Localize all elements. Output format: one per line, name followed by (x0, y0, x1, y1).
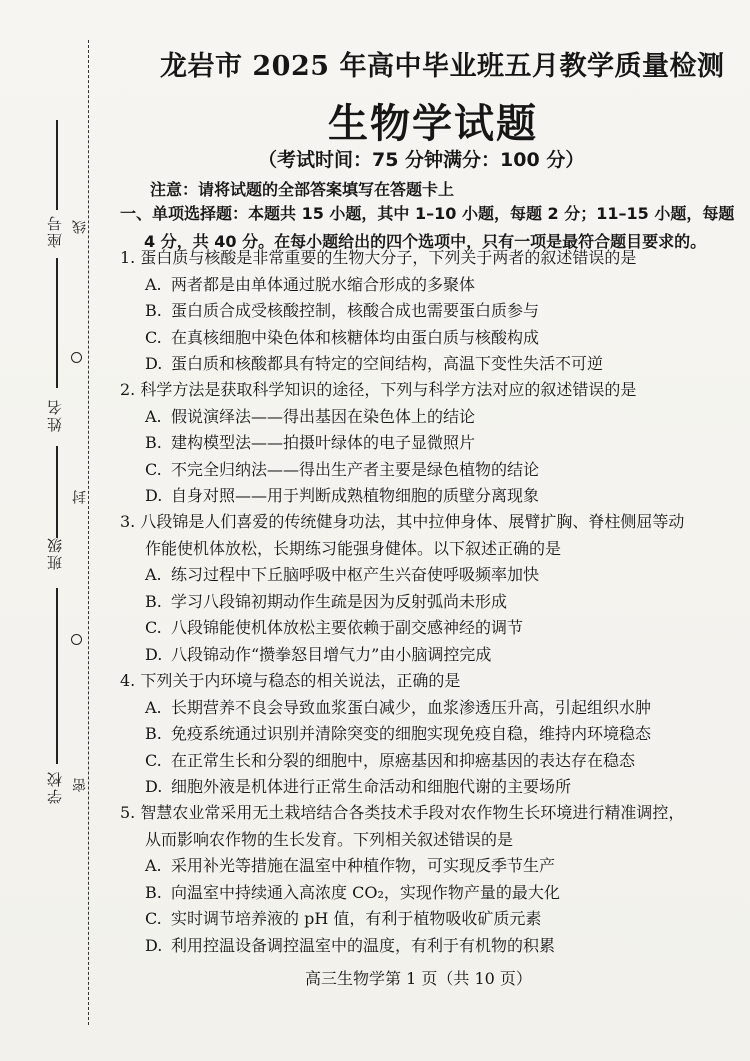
option-c: C. 在真核细胞中染色体和核糖体均由蛋白质与核酸构成 (145, 327, 540, 347)
question-stem-cont: 作能使机体放松，长期练习能强身健体。以下叙述正确的是 (145, 538, 562, 558)
option-a: A. 假说演绎法——得出基因在染色体上的结论 (145, 406, 476, 426)
seat-blank-line (56, 120, 58, 210)
question-1 (120, 245, 730, 378)
question-stem: 3. 八段锦是人们喜爱的传统健身功法，其中拉伸身体、展臂扩胸、脊柱侧屈等动 (120, 512, 685, 531)
question-stem: 4. 下列关于内环境与稳态的相关说法，正确的是 (120, 671, 461, 690)
name-blank-line (56, 258, 58, 388)
option-b: B. 向温室中持续通入高浓度 CO₂，实现作物产量的最大化 (145, 882, 560, 902)
name-label: 姓名 (46, 398, 64, 432)
binding-mark-secret: 密 (72, 776, 88, 792)
question-stem: 2. 科学方法是获取科学知识的途径，下列与科学方法对应的叙述错误的是 (120, 380, 637, 399)
question-3 (120, 509, 730, 668)
question-stem: 5. 智慧农业常采用无土栽培结合各类技术手段对农作物生长环境进行精准调控， (120, 803, 685, 822)
question-stem-cont: 从而影响农作物的生长发育。下列相关叙述错误的是 (145, 829, 514, 849)
question-2 (120, 377, 730, 510)
option-d: D. 利用控温设备调控温室中的温度，有利于有机物的积累 (145, 935, 556, 955)
school-blank-line (56, 588, 58, 764)
option-b: B. 蛋白质合成受核酸控制，核酸合成也需要蛋白质参与 (145, 301, 540, 320)
option-d: D. 自身对照——用于判断成熟植物细胞的质壁分离现象 (145, 486, 540, 505)
option-b: B. 学习八段锦初期动作生疏是因为反射弧尚未形成 (145, 591, 508, 611)
binding-hole-circle (71, 634, 82, 645)
subject-title: 生物学试题 (328, 100, 538, 147)
binding-dashed-line (88, 40, 89, 1025)
option-d: D. 蛋白质和核酸都具有特定的空间结构，高温下变性失活不可逆 (145, 354, 604, 373)
option-a: A. 采用补光等措施在温室中种植作物，可实现反季节生产 (145, 856, 556, 875)
exam-title: 龙岩市 2025 年高中毕业班五月教学质量检测 (160, 51, 725, 82)
option-a: A. 两者都是由单体通过脱水缩合形成的多聚体 (145, 274, 476, 294)
class-label: 班级 (46, 536, 64, 570)
option-a: A. 练习过程中下丘脑呼吸中枢产生兴奋使呼吸频率加快 (145, 565, 540, 584)
question-5 (120, 800, 730, 959)
binding-hole-circle (71, 352, 82, 363)
option-d: D. 细胞外液是机体进行正常生命活动和细胞代谢的主要场所 (145, 777, 572, 796)
option-c: C. 八段锦能使机体放松主要依赖于副交感神经的调节 (145, 618, 524, 637)
option-b: B. 免疫系统通过识别并清除突变的细胞实现免疫自稳，维持内环境稳态 (145, 724, 652, 743)
section-line-1: 一、单项选择题：本题共 15 小题，其中 1–10 小题，每题 2 分；11–15 小题，每题 (120, 204, 735, 223)
binding-mark-line: 线 (72, 218, 88, 234)
binding-mark-seal: 封 (72, 488, 88, 504)
option-b: B. 建构模型法——拍摄叶绿体的电子显微照片 (145, 433, 476, 452)
option-d: D. 八段锦动作“攒拳怒目增气力”由小脑调控完成 (145, 644, 492, 664)
page-footer: 高三生物学第 1 页（共 10 页） (305, 969, 532, 988)
question-stem: 1. 蛋白质与核酸是非常重要的生物大分子，下列关于两者的叙述错误的是 (120, 248, 637, 267)
option-a: A. 长期营养不良会导致血浆蛋白减少，血浆渗透压升高，引起组织水肿 (145, 697, 652, 717)
notice-text: 注意：请将试题的全部答案填写在答题卡上 (150, 180, 455, 199)
option-c: C. 不完全归纳法——得出生产者主要是绿色植物的结论 (145, 459, 540, 479)
seat-label: 座号 (46, 214, 64, 248)
question-4 (120, 668, 730, 801)
exam-info: （考试时间：75 分钟满分：100 分） (258, 149, 585, 171)
option-c: C. 在正常生长和分裂的细胞中，原癌基因和抑癌基因的表达存在稳态 (145, 750, 636, 770)
option-c: C. 实时调节培养液的 pH 值，有利于植物吸收矿质元素 (145, 909, 542, 928)
section-line-2: 4 分，共 40 分。在每小题给出的四个选项中，只有一项是最符合题目要求的。 (144, 232, 707, 251)
school-label: 学校 (46, 770, 64, 804)
class-blank-line (56, 446, 58, 538)
